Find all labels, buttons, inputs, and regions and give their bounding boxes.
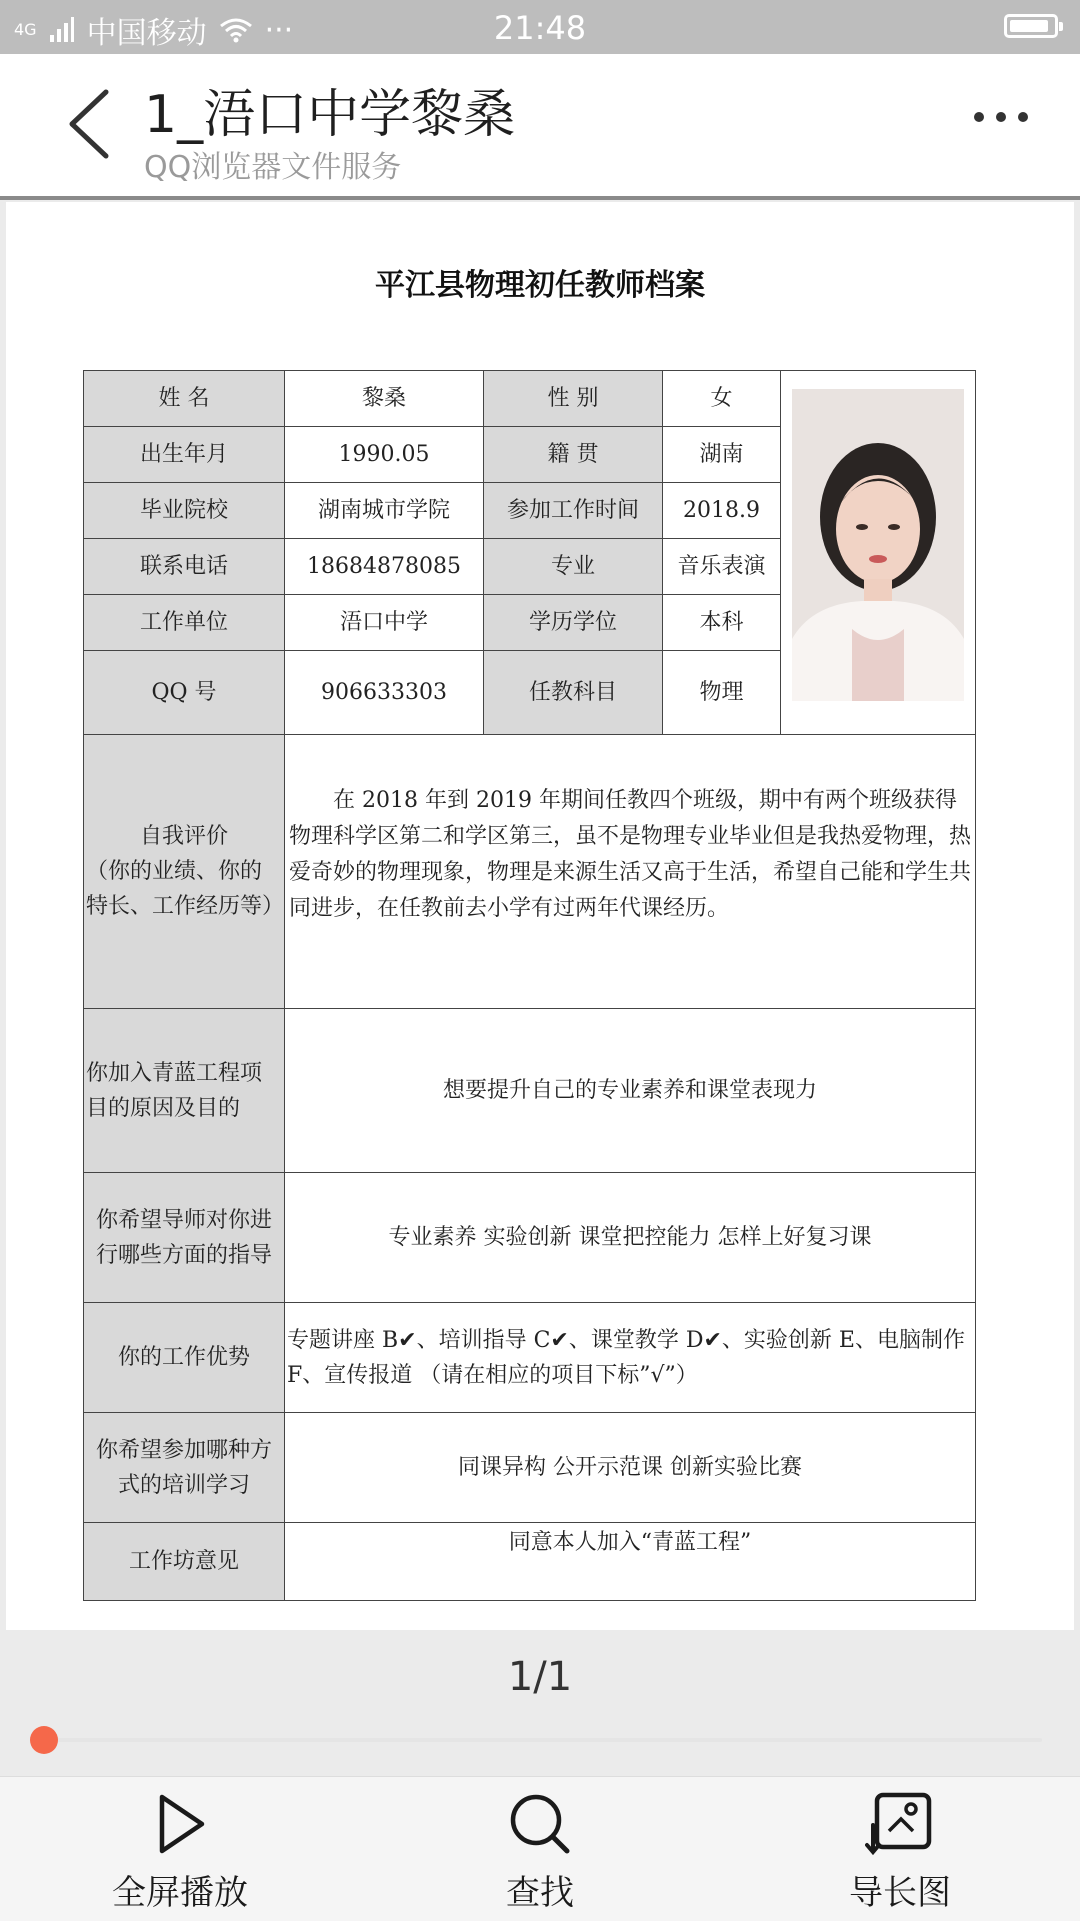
unit-value: 浯口中学 (285, 595, 484, 651)
strength-label: 你的工作优势 (84, 1303, 285, 1413)
origin-value: 湖南 (663, 427, 781, 483)
self-eval-text: 在 2018 年到 2019 年期间任教四个班级，期中有两个班级获得物理科学区第二和学区第三，虽不是物理专业毕业但是我热爱物理，热爱奇妙的物理现象，物理是来源生活又高于生活，希望自己能和学生共同进步，在任教前去小学有过两年代课经历。 (289, 788, 972, 921)
more-options-icon[interactable] (974, 112, 1028, 122)
search-icon (507, 1791, 573, 1857)
page-subtitle: QQ浏览器文件服务 (144, 150, 402, 185)
find-label: 查找 (506, 1873, 574, 1913)
name-value: 黎桑 (285, 371, 484, 427)
progress-knob[interactable] (30, 1726, 58, 1754)
status-bar (0, 0, 1080, 54)
self-eval-title: 自我评价 (139, 824, 228, 849)
export-long-image-button[interactable] (770, 1777, 1030, 1921)
name-label: 姓 名 (84, 371, 285, 427)
training-label: 你希望参加哪种方式的培训学习 (84, 1413, 285, 1523)
qq-label: QQ 号 (84, 651, 285, 735)
workshop-text: 同意本人加入“青蓝工程” (285, 1523, 976, 1601)
major-label: 专业 (484, 539, 663, 595)
export-label: 导长图 (849, 1873, 951, 1913)
gender-value: 女 (663, 371, 781, 427)
unit-label: 工作单位 (84, 595, 285, 651)
status-more: ··· (264, 12, 294, 48)
page-indicator: 1/1 (507, 1654, 573, 1700)
document-page[interactable] (6, 202, 1074, 1630)
self-eval-cell (285, 735, 976, 1009)
work-start-value: 2018.9 (663, 483, 781, 539)
find-button[interactable] (410, 1777, 670, 1921)
guidance-label: 你希望导师对你进行哪些方面的指导 (84, 1173, 285, 1303)
workshop-label: 工作坊意见 (84, 1523, 285, 1601)
phone-label: 联系电话 (84, 539, 285, 595)
subject-value: 物理 (663, 651, 781, 735)
birth-value: 1990.05 (285, 427, 484, 483)
qq-value: 906633303 (285, 651, 484, 735)
teacher-profile-table (83, 370, 976, 1601)
document-title: 平江县物理初任教师档案 (375, 268, 705, 303)
page-title: 1_浯口中学黎桑 (144, 85, 516, 145)
page-progress-bar[interactable] (38, 1738, 1042, 1742)
self-eval-label (84, 735, 285, 1009)
self-eval-hint: （你的业绩、你的特长、工作经历等） (86, 859, 285, 919)
network-type: 4G (14, 20, 37, 39)
phone-value: 18684878085 (285, 539, 484, 595)
status-time: 21:48 (493, 9, 587, 47)
back-arrow-icon[interactable] (58, 84, 128, 164)
major-value: 音乐表演 (663, 539, 781, 595)
gender-label: 性 别 (484, 371, 663, 427)
training-text: 同课异构 公开示范课 创新实验比赛 (285, 1413, 976, 1523)
carrier-name: 中国移动 (86, 16, 207, 51)
battery-icon (1004, 14, 1058, 38)
teacher-photo (792, 389, 964, 701)
app-header (0, 54, 1080, 200)
play-icon (150, 1791, 210, 1857)
subject-label: 任教科目 (484, 651, 663, 735)
photo-cell (781, 371, 976, 735)
reason-label: 你加入青蓝工程项目的原因及目的 (84, 1009, 285, 1173)
school-label: 毕业院校 (84, 483, 285, 539)
strength-text: 专题讲座 B✔、培训指导 C✔、课堂教学 D✔、实验创新 E、电脑制作 F、宣传报道 （请在相应的项目下标”√”） (285, 1303, 976, 1413)
school-value: 湖南城市学院 (285, 483, 484, 539)
long-image-icon (865, 1791, 935, 1857)
origin-label: 籍 贯 (484, 427, 663, 483)
bottom-toolbar (0, 1776, 1080, 1921)
guidance-text: 专业素养 实验创新 课堂把控能力 怎样上好复习课 (285, 1173, 976, 1303)
birth-label: 出生年月 (84, 427, 285, 483)
degree-value: 本科 (663, 595, 781, 651)
work-start-label: 参加工作时间 (484, 483, 663, 539)
fullscreen-button[interactable] (50, 1777, 310, 1921)
degree-label: 学历学位 (484, 595, 663, 651)
fullscreen-label: 全屏播放 (112, 1873, 248, 1913)
reason-text: 想要提升自己的专业素养和课堂表现力 (285, 1009, 976, 1173)
